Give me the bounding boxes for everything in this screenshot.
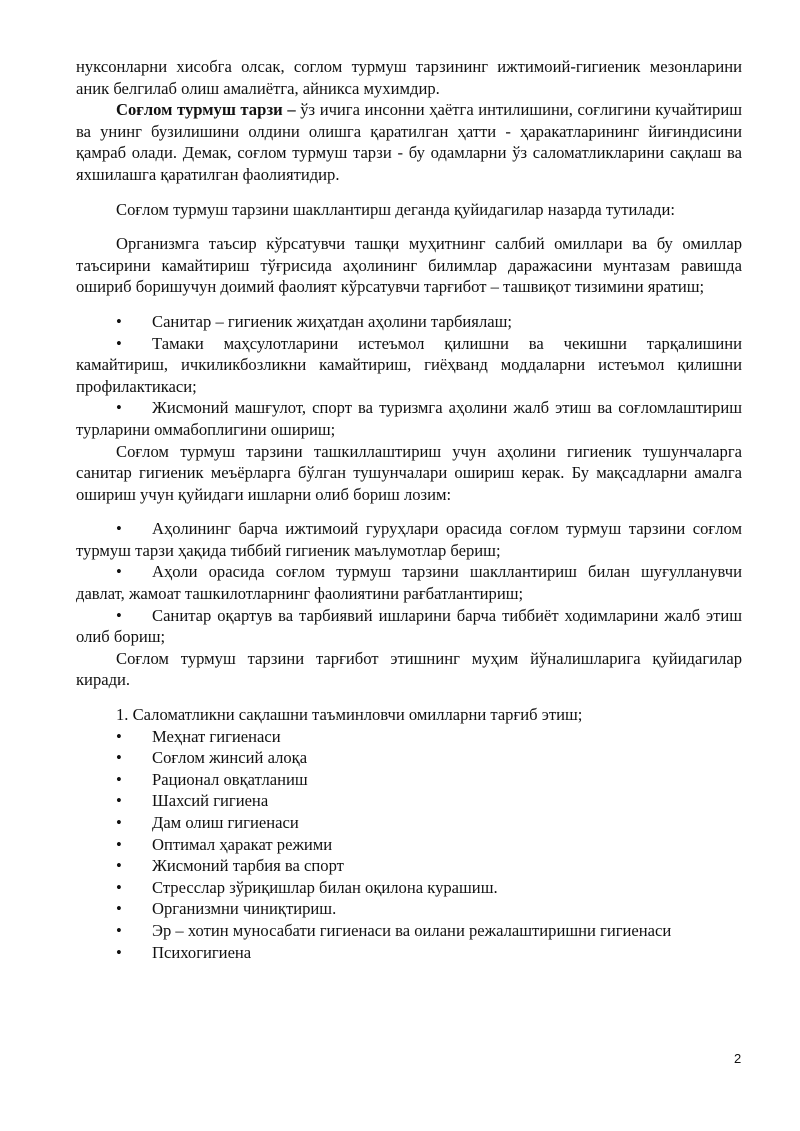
page-number: 2 <box>734 1051 742 1066</box>
paragraph-organization: Соғлом турмуш тарзини ташкиллаштириш учун аҳолини гигиеник тушунчаларга санитар гигиеник меъёрларга бўлган тушунчалари ошириш керак. Бу мақсадларни амалга ошириш учун қуйидаги ишларни олиб бориш лозим: <box>76 441 742 504</box>
bullet-icon: • <box>116 942 122 962</box>
list-item: • Дам олиш гигиенаси <box>116 813 299 832</box>
paragraph-definition <box>76 99 742 185</box>
list-item: • Стресслар зўриқишлар билан оқилона курашиш. <box>116 877 498 897</box>
bullet-icon: • <box>116 519 122 539</box>
list-item: • Организмни чиниқтириш. <box>116 899 337 919</box>
bullet-icon: • <box>116 813 122 832</box>
list-item: • Жисмоний машғулот, спорт ва туризмга аҳолини жалб этиш ва соғломлаштириш турларини оммабоплигини ошириш; <box>76 398 742 439</box>
paragraph-continuation: нуксонларни хисобга олсак, соглом турмуш тарзининг ижтимоий-гигиеник мезонларини аник белгилаб олиш амалиётга, айникса мухимдир. <box>76 57 742 98</box>
list-item: • Аҳолининг барча ижтимоий гуруҳлари орасида соғлом турмуш тарзини соғлом турмуш тарзи ҳақида тиббий гигиеник маълумотлар бериш; <box>76 519 742 560</box>
bullet-icon: • <box>116 311 122 331</box>
bullet-list-2 <box>76 518 742 648</box>
list-item: • Шахсий гигиена <box>116 791 269 811</box>
bullet-list-1 <box>76 311 742 441</box>
list-item: • Санитар – гигиеник жиҳатдан аҳолини тарбиялаш; <box>116 311 512 331</box>
list-item: • Рационал овқатланиш <box>116 769 308 789</box>
bullet-icon: • <box>116 899 122 919</box>
bullet-icon: • <box>116 398 122 418</box>
bullet-icon: • <box>116 562 122 582</box>
definition-text: ўз ичига инсонни ҳаётга интилишини, соғлигини кучайтириш ва унинг бузилишини олдини олишга қаратилган ҳатти - ҳаракатларининг йиғиндисини қамраб олади. Демак, соғлом турмуш тарзи - бу одамларни ўз саломатликларини сақлаш ва яхшилашга қаратилган фаолиятидир. <box>76 100 742 184</box>
paragraph-intro: Соғлом турмуш тарзини шакллантирш деганда қуйидагилар назарда тутилади: <box>116 199 675 219</box>
list-item: • Психогигиена <box>116 942 252 962</box>
list-item: • Санитар оқартув ва тарбиявий ишларини барча тиббиёт ходимларини жалб этиш олиб бориш; <box>76 605 742 647</box>
bullet-icon: • <box>116 834 122 854</box>
bullet-list-3-end <box>76 942 742 964</box>
bullet-icon: • <box>116 769 122 789</box>
numbered-heading: 1. Саломатликни сақлашни таъминловчи омилларни тарғиб этиш; <box>116 705 583 725</box>
bullet-icon: • <box>116 605 122 625</box>
bullet-list-3 <box>76 726 742 920</box>
paragraph-directions: Соғлом турмуш тарзини тарғибот этишнинг муҳим йўналишларига қуйидагилар киради. <box>76 648 742 690</box>
bullet-icon: • <box>116 877 122 897</box>
list-item: • Аҳоли орасида соғлом турмуш тарзини шакллантириш билан шуғулланувчи давлат, жамоат ташкилотларнинг фаолиятини рағбатлантириш; <box>76 562 742 604</box>
list-item: • Жисмоний тарбия ва спорт <box>116 856 344 876</box>
list-item: • Эр – хотин муносабати гигиенаси ва оилани режалаштиришни гигиенаси <box>116 920 672 940</box>
list-item: • Тамаки маҳсулотларини истеъмол қилишни ва чекишни тарқалишини камайтириш, ичкиликбозликни камайтириш, гиёҳванд моддаларни истеъмол қилишни профилактикаси; <box>76 333 742 396</box>
term-bold: Соғлом турмуш тарзи – <box>116 100 296 120</box>
paragraph-organism: Организмга таъсир кўрсатувчи ташқи муҳитнинг салбий омиллари ва бу омиллар таъсирини камайтириш тўғрисида аҳолининг билимлар даражасини мунтазам равишда ошириб боришучун доимий фаолият кўрсатувчи тарғибот – ташвиқот тизимини яратиш; <box>76 234 742 297</box>
bullet-icon: • <box>116 748 122 768</box>
document-page <box>76 56 742 963</box>
bullet-icon: • <box>116 726 122 746</box>
list-item: • Оптимал ҳаракат режими <box>116 834 333 854</box>
bullet-icon: • <box>116 920 122 940</box>
list-item: • Меҳнат гигиенаси <box>116 726 281 746</box>
list-item: • Соғлом жинсий алоқа <box>116 748 308 768</box>
bullet-icon: • <box>116 333 122 353</box>
bullet-icon: • <box>116 856 122 876</box>
bullet-icon: • <box>116 791 122 811</box>
